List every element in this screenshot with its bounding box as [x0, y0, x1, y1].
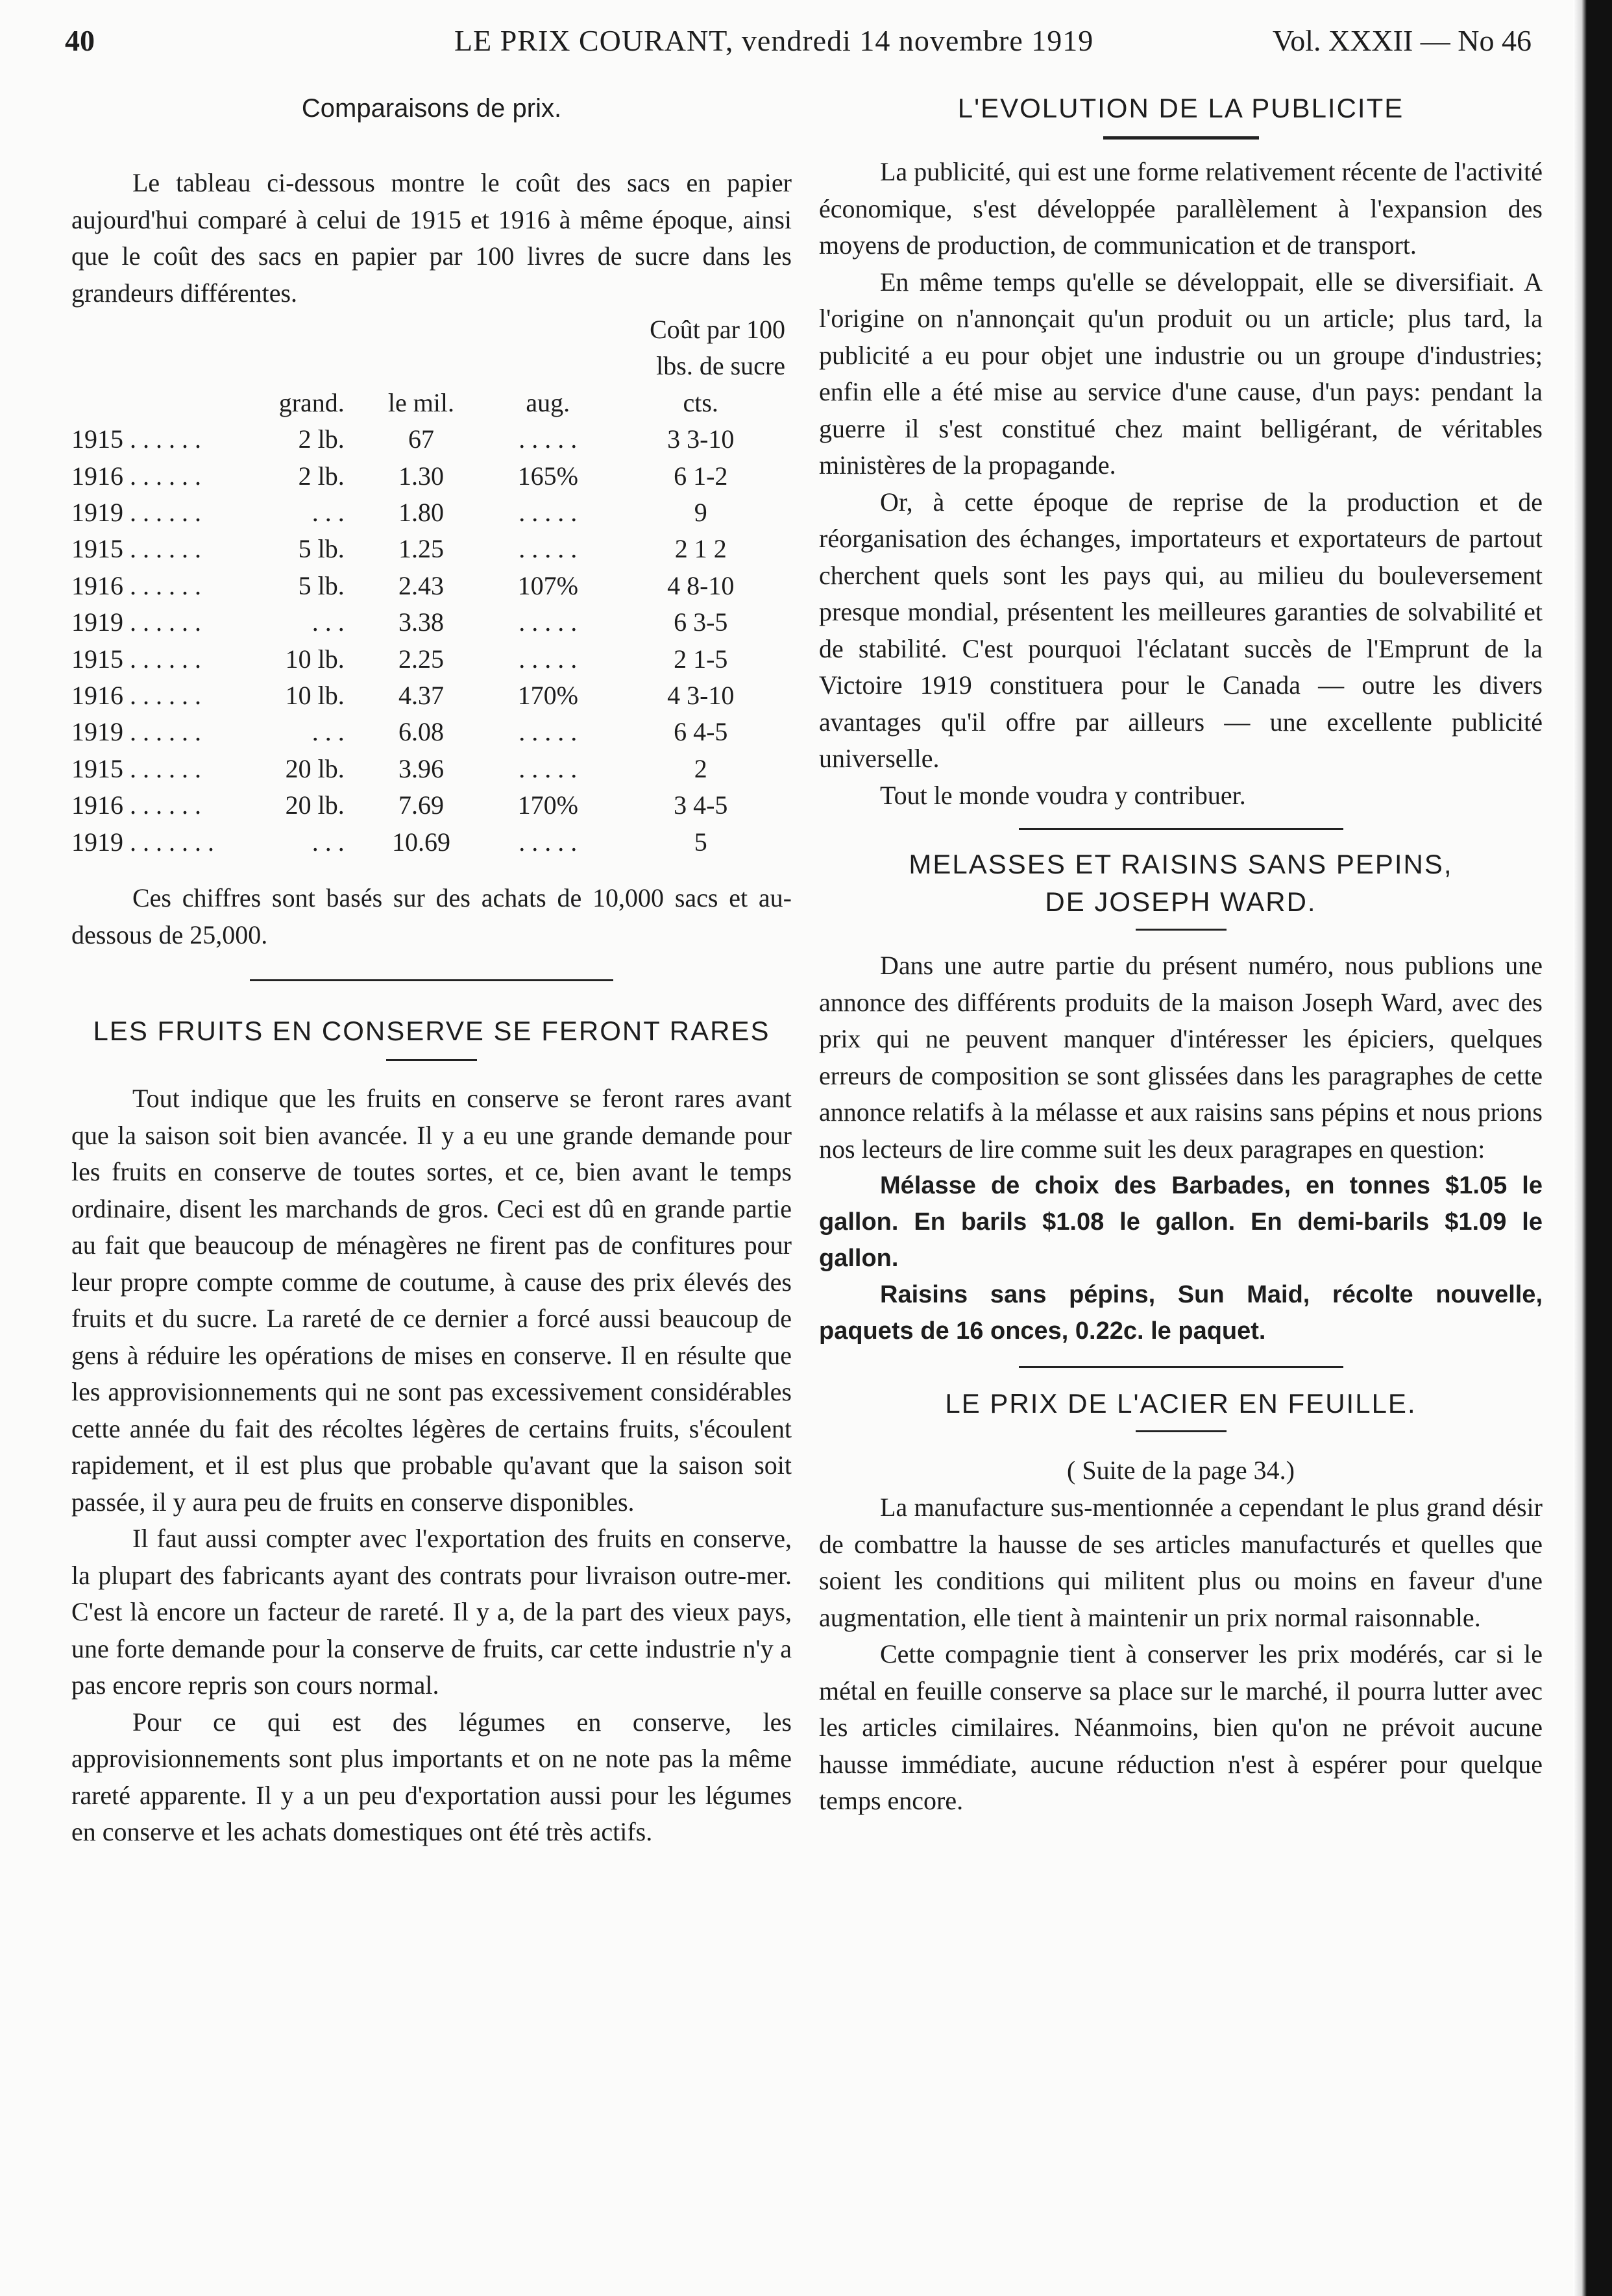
melasses-title-line-1: MELASSES ET RAISINS SANS PEPINS,	[909, 849, 1453, 879]
row-cost-per-100-lbs: 5	[694, 827, 707, 857]
row-cost-per-100-lbs: 6 1-2	[674, 461, 728, 491]
publicite-title: L'EVOLUTION DE LA PUBLICITE	[957, 93, 1404, 123]
col-header-cts: cts.	[683, 387, 718, 417]
table-row	[71, 531, 792, 567]
col-header-grand: grand.	[278, 387, 345, 417]
row-increase: 165%	[517, 461, 578, 491]
row-cost-per-100-lbs: 4 8-10	[667, 570, 735, 600]
row-size: . . .	[311, 498, 345, 528]
row-price-per-thousand: 2.25	[398, 644, 444, 674]
scan-edge	[1573, 0, 1612, 2296]
row-increase: . . . . .	[519, 717, 578, 747]
cost-header-1: Coût par 100	[650, 315, 785, 344]
row-year: 1916 . . . . . .	[71, 681, 201, 711]
fruits-paragraph-3: Pour ce qui est des légumes en conserve, les approvisionnements sont plus importants et on ne note pas la même rareté apparente. Il y a un peu d'exportation aussi pour les légumes en conserve et les achats domestiques ont été très actifs.	[71, 1707, 792, 1847]
price-rows	[71, 421, 792, 861]
row-size: 20 lb.	[285, 753, 345, 783]
row-increase: . . . . .	[519, 753, 578, 783]
row-year: 1915 . . . . . .	[71, 424, 201, 454]
row-year: 1916 . . . . . .	[71, 570, 201, 600]
row-price-per-thousand: 6.08	[398, 717, 444, 747]
row-year: 1915 . . . . . .	[71, 644, 201, 674]
publicite-paragraph-1: La publicité, qui est une forme relativement récente de l'activité économique, s'est développée parallèlement à l'expansion des moyens de production, de communication et de transport.	[819, 157, 1543, 260]
row-size: 20 lb.	[285, 790, 345, 820]
cost-header-2: lbs. de sucre	[656, 351, 785, 381]
row-price-per-thousand: 1.30	[398, 461, 444, 491]
page-header	[65, 18, 1532, 64]
row-price-per-thousand: 67	[408, 424, 434, 454]
melasses-paragraph: Dans une autre partie du présent numéro, nous publions une annonce des différents produits de la maison Joseph Ward, avec des prix qui ne peuvent manquer d'intéresser les épiciers, quelques erreurs de composition se sont glissées dans les paragraphes de cette annonce relatifs à la mélasse et aux raisins sans pépins et nous prions nos lecteurs de lire comme suit les deux paragrapes en question:	[819, 951, 1543, 1164]
row-price-per-thousand: 3.38	[398, 607, 444, 637]
comparaisons-intro: Le tableau ci-dessous montre le coût des sacs en papier aujourd'hui comparé à celui de 1915 et 1916 à même époque, ainsi que le coût des sacs en papier par 100 livres de sucre dans les grandeurs différentes.	[71, 168, 792, 308]
row-cost-per-100-lbs: 3 4-5	[674, 790, 728, 820]
row-price-per-thousand: 10.69	[391, 827, 450, 857]
table-row	[71, 678, 792, 714]
row-increase: . . . . .	[519, 498, 578, 528]
row-increase: . . . . .	[519, 607, 578, 637]
row-year: 1915 . . . . . .	[71, 534, 201, 564]
row-size: 2 lb.	[298, 461, 345, 491]
row-cost-per-100-lbs: 2 1-5	[674, 644, 728, 674]
comparaisons-title: Comparaisons de prix.	[301, 94, 562, 123]
row-year: 1916 . . . . . .	[71, 790, 201, 820]
table-header-row	[71, 348, 792, 384]
row-increase: 170%	[517, 681, 578, 711]
row-price-per-thousand: 4.37	[398, 681, 444, 711]
publication-line: LE PRIX COURANT, vendredi 14 novembre 1919	[454, 24, 1094, 57]
acier-paragraph-1: La manufacture sus-mentionnée a cependant le plus grand désir de combattre la hausse de ses articles manufacturés et quelles que soient les conditions qui militent plus ou moins en faveur d'une augmentation, elle tient à maintenir un prix normal raisonnable.	[819, 1493, 1543, 1632]
row-price-per-thousand: 7.69	[398, 790, 444, 820]
melasses-correction-1: Mélasse de choix des Barbades, en tonnes $1.05 le gallon. En barils $1.08 le gallon. En demi-barils $1.09 le gallon.	[819, 1172, 1543, 1272]
melasses-title-line-2: DE JOSEPH WARD.	[1045, 886, 1317, 917]
row-increase: 107%	[517, 570, 578, 600]
acier-title: LE PRIX DE L'ACIER EN FEUILLE.	[945, 1388, 1417, 1419]
row-price-per-thousand: 2.43	[398, 570, 444, 600]
publicite-paragraph-4: Tout le monde voudra y contribuer.	[880, 780, 1246, 810]
row-year: 1919 . . . . . .	[71, 717, 201, 747]
comparaisons-footnote: Ces chiffres sont basés sur des achats de 10,000 sacs et au-dessous de 25,000.	[71, 883, 792, 949]
acier-suite-note: ( Suite de la page 34.)	[1067, 1456, 1295, 1485]
row-price-per-thousand: 1.25	[398, 534, 444, 564]
table-row	[71, 568, 792, 604]
col-header-mil: le mil.	[387, 387, 455, 417]
volume-number: Vol. XXXII — No 46	[1272, 24, 1532, 57]
row-cost-per-100-lbs: 2	[694, 753, 707, 783]
row-size: 5 lb.	[298, 570, 345, 600]
right-column	[819, 84, 1543, 1820]
row-increase: . . . . .	[519, 534, 578, 564]
row-size: 5 lb.	[298, 534, 345, 564]
page-number: 40	[65, 24, 95, 57]
row-size: 2 lb.	[298, 424, 345, 454]
row-cost-per-100-lbs: 6 3-5	[674, 607, 728, 637]
row-year: 1919 . . . . . .	[71, 498, 201, 528]
fruits-paragraph-1: Tout indique que les fruits en conserve se feront rares avant que la saison soit bien avancée. Il y a eu une grande demande pour les fruits en conserve de toutes sortes, et ce, bien avant le temps ordinaire, disent les marchands de gros. Ceci est dû en grande partie au fait que beaucoup de ménagères ne firent pas de confitures pour leur propre compte comme de coutume, à cause des prix élevés des fruits et du sucre. La rareté de ce dernier a forcé aussi beaucoup de gens à réduire les opérations de mises en conserve. Il en résulte que les approvisionnements qui ne sont pas excessivement considérables cette année du fait des récoltes légères de certains fruits, s'écoulent rapidement, et il est plus que probable qu'avant que la saison soit passée, il y aura peu de fruits en conserve disponibles.	[71, 1084, 792, 1517]
table-row	[71, 787, 792, 824]
row-size: . . .	[311, 827, 345, 857]
row-cost-per-100-lbs: 4 3-10	[667, 681, 735, 711]
row-cost-per-100-lbs: 2 1 2	[674, 534, 727, 564]
row-increase: 170%	[517, 790, 578, 820]
table-row	[71, 604, 792, 641]
fruits-title: LES FRUITS EN CONSERVE SE FERONT RARES	[93, 1016, 770, 1047]
fruits-paragraph-2: Il faut aussi compter avec l'exportation des fruits en conserve, la plupart des fabricants ayant des contrats pour livraison outre-mer. C'est là encore un facteur de rareté. Il y a, de la part des vieux pays, une forte demande pour la conserve de fruits, car cette industrie n'y a pas encore repris son cours normal.	[71, 1524, 792, 1700]
row-size: . . .	[311, 607, 345, 637]
row-increase: . . . . .	[519, 644, 578, 674]
row-year: 1919 . . . . . . .	[71, 827, 214, 857]
row-size: . . .	[311, 717, 345, 747]
acier-paragraph-2: Cette compagnie tient à conserver les prix modérés, car si le métal en feuille conserve sa place sur le marché, il pourra lutter avec les articles cimilaires. Néanmoins, bien qu'on ne prévoit aucune hausse immédiate, aucune réduction n'est à espérer pour quelque temps encore.	[819, 1639, 1543, 1815]
row-price-per-thousand: 1.80	[398, 498, 444, 528]
price-table	[71, 311, 792, 861]
row-year: 1916 . . . . . .	[71, 461, 201, 491]
col-header-aug: aug.	[526, 387, 570, 417]
row-cost-per-100-lbs: 3 3-10	[667, 424, 735, 454]
row-increase: . . . . .	[519, 827, 578, 857]
row-increase: . . . . .	[519, 424, 578, 454]
publicite-paragraph-2: En même temps qu'elle se développait, elle se diversifiait. A l'origine on n'annonçait qu'un produit ou un article; plus tard, la publicité a eu pour objet une industrie ou un groupe d'industries; enfin elle a été mise au service d'une cause, d'un pays: pendant la guerre il s'est constitué chez maint belligérant, de véritables ministères de la propagande.	[819, 267, 1543, 480]
table-row	[71, 495, 792, 531]
table-row	[71, 641, 792, 678]
table-row	[71, 714, 792, 750]
table-row	[71, 751, 792, 787]
row-size: 10 lb.	[285, 644, 345, 674]
table-row	[71, 458, 792, 495]
left-column	[71, 84, 792, 1851]
table-header-row	[71, 311, 792, 348]
table-header-row	[71, 385, 792, 421]
table-row	[71, 421, 792, 458]
row-cost-per-100-lbs: 6 4-5	[674, 717, 728, 747]
row-price-per-thousand: 3.96	[398, 753, 444, 783]
melasses-correction-2: Raisins sans pépins, Sun Maid, récolte nouvelle, paquets de 16 onces, 0.22c. le paquet.	[819, 1281, 1543, 1345]
table-row	[71, 824, 792, 861]
row-year: 1915 . . . . . .	[71, 753, 201, 783]
row-year: 1919 . . . . . .	[71, 607, 201, 637]
publicite-paragraph-3: Or, à cette époque de reprise de la production et de réorganisation des échanges, importateurs et exportateurs de partout cherchent quels sont les pays qui, au milieu du bouleversement presque mondial, présentent les meilleures garanties de solvabilité et de stabilité. C'est pourquoi l'éclatant succès de l'Emprunt de la Victoire 1919 constituera pour le Canada — outre les divers avantages qu'il offre par ailleurs — une excellente publicité universelle.	[819, 487, 1543, 773]
row-cost-per-100-lbs: 9	[694, 498, 707, 528]
row-size: 10 lb.	[285, 681, 345, 711]
